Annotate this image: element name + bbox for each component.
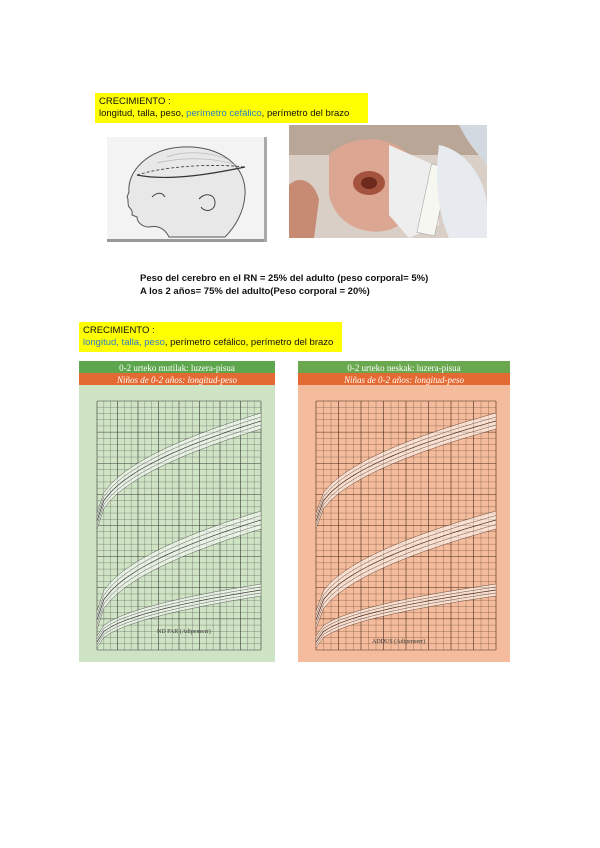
boys-chart-footer: ND PAR (Adipeneerr) [157,629,211,635]
section1-heading: CRECIMIENTO : [99,96,171,107]
boys-chart-background [79,361,275,662]
section2-heading: CRECIMIENTO : [83,325,155,336]
section1-items [99,108,349,119]
section2-heading-box [79,322,342,352]
boys-chart-title-bottom: Niños de 0-2 años: longitud-peso [117,375,237,385]
head-circumference-illustration [107,137,267,242]
girls-growth-chart-svg [298,361,510,662]
boys-chart-title-top: 0-2 urteko mutilak: luzera-pisua [119,363,235,373]
brain-weight-note [140,272,428,298]
girls-growth-chart [298,361,510,662]
baby-measurement-photo [289,125,487,238]
section1-item: perímetro cefálico [186,108,262,119]
boys-growth-chart [79,361,275,662]
section2-item: , perímetro cefálico, perímetro del brazo [164,337,334,348]
girls-chart-background [298,361,510,662]
boys-growth-chart-svg [79,361,275,662]
section2-item: longitud, talla, peso [83,337,165,348]
section1-item: longitud, talla, peso, [99,108,187,119]
section2-items [83,337,333,348]
section1-item: , perímetro del brazo [261,108,350,119]
section1-heading-box [95,93,368,123]
brain-note-line2: A los 2 años= 75% del adulto(Peso corporal = 20%) [140,286,370,297]
girls-chart-title-bottom: Niñas de 0-2 años: longitud-peso [344,375,464,385]
girls-chart-title-top: 0-2 urteko neskak: luzera-pisua [347,363,461,373]
girls-chart-footer: ADDUS (Adipeneerr) [372,639,426,645]
brain-note-line1: Peso del cerebro en el RN = 25% del adulto (peso corporal= 5%) [140,273,429,284]
